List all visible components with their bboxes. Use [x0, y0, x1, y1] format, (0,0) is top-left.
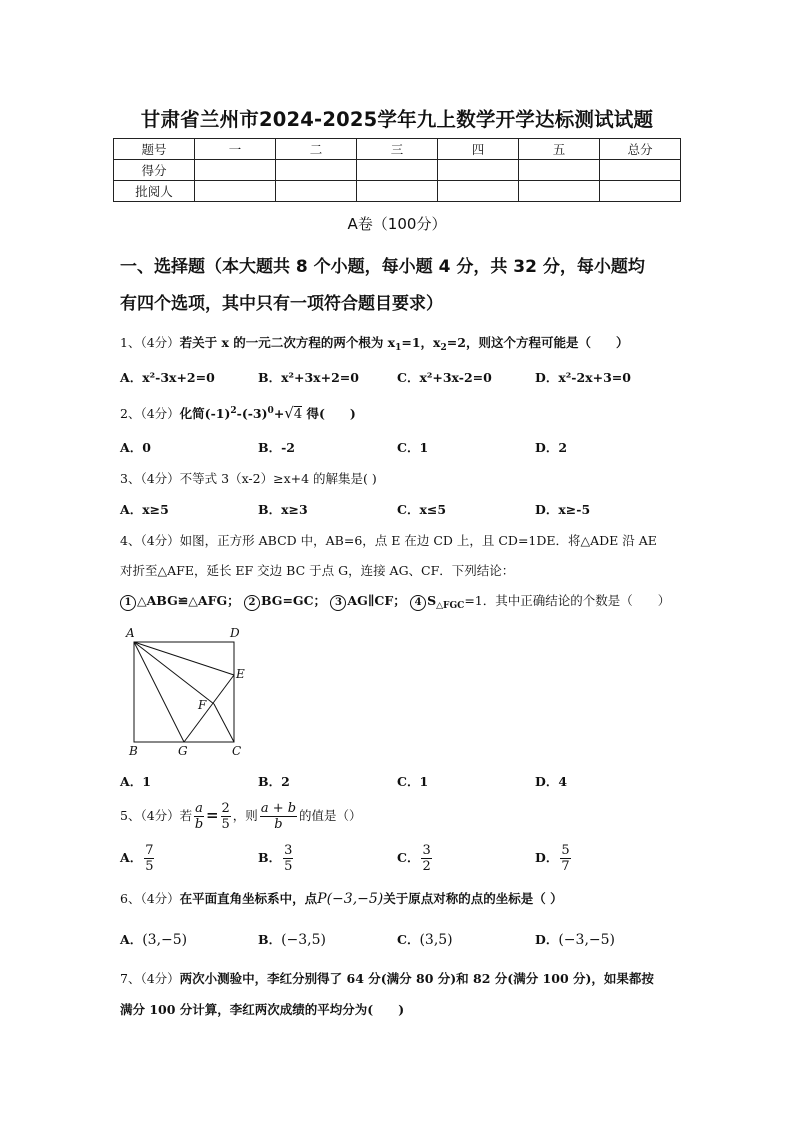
- question-7-line2: 满分 100 分计算，李红两次成绩的平均分为( ): [120, 1002, 405, 1017]
- option-fraction: [144, 843, 154, 874]
- question-5-options: [120, 840, 680, 876]
- question-4-line3: [120, 592, 680, 615]
- option-a: [120, 840, 156, 876]
- label-d: D: [230, 626, 240, 640]
- segment-fc: [214, 704, 234, 742]
- option-d: D．x²-2x+3=0: [535, 370, 631, 385]
- option-a: A．x²-3x+2=0: [120, 370, 215, 385]
- score-table: [113, 138, 681, 202]
- conclusion-4-tail: =1．其中正确结论的个数是（ ）: [464, 593, 671, 608]
- table-cell: [357, 160, 438, 181]
- table-cell: [438, 181, 519, 202]
- question-number: 2、（4分）: [120, 406, 180, 421]
- superscript: 0: [267, 406, 274, 416]
- option-c: [397, 930, 453, 948]
- option-label: D．: [535, 850, 559, 865]
- question-text: 如图，正方形 ABCD 中，AB=6，点 E 在边 CD 上，且 CD=1DE．将△ADE 沿 AE: [179, 533, 657, 548]
- equals: =: [205, 806, 219, 824]
- question-number: 7、（4分）: [120, 971, 180, 986]
- conclusion-1: △ABG≌△AFG；: [137, 593, 240, 608]
- table-cell: 二: [276, 139, 357, 160]
- question-7-line1: [120, 970, 680, 988]
- question-3: [120, 470, 680, 488]
- option-fraction: [283, 843, 293, 874]
- question-text: 关于原点对称的点的坐标是（ ）: [383, 891, 563, 906]
- option-value: (−3,5): [281, 932, 326, 948]
- option-d: [535, 840, 573, 876]
- table-cell: 得分: [114, 160, 195, 181]
- circled-4-icon: 4: [410, 595, 426, 611]
- square-figure: [122, 624, 252, 760]
- question-text: +: [273, 406, 285, 421]
- table-cell: 批阅人: [114, 181, 195, 202]
- option-d: D．x≥-5: [535, 502, 591, 517]
- segment-ag: [134, 642, 184, 742]
- option-label: A．: [120, 932, 143, 947]
- option-a: A．1: [120, 774, 151, 789]
- subscript: △FGC: [436, 601, 465, 611]
- question-6-options: [120, 930, 680, 952]
- option-b: B．x²+3x+2=0: [258, 370, 359, 385]
- circled-1-icon: 1: [120, 595, 136, 611]
- subscript: 1: [395, 343, 402, 353]
- sqrt-icon: √: [284, 404, 294, 422]
- option-b: B．2: [258, 774, 290, 789]
- section1-heading-line2: 有四个选项，其中只有一项符合题目要求）: [120, 294, 443, 314]
- option-c: C．x≤5: [397, 502, 447, 517]
- denominator: 5: [221, 817, 230, 832]
- option-value: (−3,−5): [558, 932, 615, 948]
- segment-eg: [184, 675, 234, 742]
- denominator: b: [274, 817, 283, 832]
- radicand: 4: [293, 407, 303, 422]
- table-cell: [600, 160, 681, 181]
- question-text: 化简(-1): [179, 406, 231, 421]
- numerator: 7: [145, 843, 154, 858]
- table-cell: 四: [438, 139, 519, 160]
- label-g: G: [178, 744, 188, 758]
- option-label: B．: [258, 932, 282, 947]
- numerator: 2: [221, 801, 230, 816]
- question-3-options: [120, 500, 680, 522]
- option-a: A．0: [120, 440, 151, 455]
- table-cell: [438, 160, 519, 181]
- option-a: [120, 930, 187, 948]
- fraction-a-over-b: [194, 801, 204, 832]
- segment-ae: [134, 642, 234, 675]
- denominator: 7: [561, 859, 570, 874]
- option-c: [397, 840, 434, 876]
- table-cell: 总分: [600, 139, 681, 160]
- point-p: P(−3,−5): [317, 891, 384, 907]
- option-c: C．1: [397, 774, 429, 789]
- question-5: [120, 800, 680, 832]
- question-1: [120, 334, 680, 357]
- segment-af: [134, 642, 214, 704]
- denominator: 5: [145, 859, 154, 874]
- question-text: -(-3): [236, 406, 268, 421]
- question-number: 4、（4分）: [120, 533, 180, 548]
- table-cell: 三: [357, 139, 438, 160]
- table-cell: [357, 181, 438, 202]
- question-4-line2: 对折至△AFE，延长 EF 交边 BC 于点 G，连接 AG、CF．下列结论：: [120, 563, 515, 578]
- question-number: 3、（4分）: [120, 471, 180, 486]
- question-number: 1、（4分）: [120, 335, 180, 350]
- question-text: 若关于 x 的一元二次方程的两个根为 x: [179, 335, 396, 350]
- denominator: 5: [284, 859, 293, 874]
- option-label: D．: [535, 932, 559, 947]
- option-b: B．-2: [258, 440, 295, 455]
- question-number: 5、（4分）: [120, 808, 180, 823]
- question-4-options: [120, 772, 680, 794]
- question-1-options: [120, 368, 680, 390]
- table-cell: [276, 160, 357, 181]
- label-f: F: [198, 698, 207, 712]
- question-6: [120, 890, 680, 908]
- question-text: 两次小测验中，李红分别得了 64 分(满分 80 分)和 82 分(满分 100 分)，如果都按: [179, 971, 654, 986]
- table-cell: [195, 160, 276, 181]
- numerator: 3: [422, 843, 431, 858]
- label-a: A: [126, 626, 135, 640]
- exam-title: 甘肃省兰州市2024-2025学年九上数学开学达标测试试题: [140, 108, 654, 131]
- table-cell: 一: [195, 139, 276, 160]
- option-value: (3,−5): [142, 932, 188, 948]
- table-row: [114, 160, 681, 181]
- superscript: 2: [230, 406, 237, 416]
- circled-2-icon: 2: [244, 595, 260, 611]
- subscript: 2: [440, 343, 447, 353]
- fraction-2-over-5: [221, 801, 231, 832]
- option-label: C．: [397, 932, 420, 947]
- label-e: E: [236, 667, 245, 681]
- denominator: 2: [422, 859, 431, 874]
- section-a-heading: A卷（100分）: [347, 215, 447, 233]
- question-2-options: [120, 438, 680, 460]
- option-c: C．x²+3x-2=0: [397, 370, 492, 385]
- option-label: B．: [258, 850, 282, 865]
- option-label: C．: [397, 850, 420, 865]
- question-text: 不等式 3（x-2）≥x+4 的解集是( ): [179, 471, 377, 486]
- question-text: =2，则这个方程可能是（ ）: [446, 335, 629, 350]
- table-cell: [195, 181, 276, 202]
- numerator: a + b: [260, 801, 297, 816]
- option-fraction: [421, 843, 431, 874]
- option-d: [535, 930, 615, 948]
- circled-3-icon: 3: [330, 595, 346, 611]
- option-b: [258, 930, 326, 948]
- numerator: a: [195, 801, 203, 816]
- label-b: B: [129, 744, 138, 758]
- option-b: [258, 840, 295, 876]
- question-2: [120, 402, 680, 424]
- numerator: 5: [561, 843, 570, 858]
- label-c: C: [232, 744, 242, 758]
- option-c: C．1: [397, 440, 429, 455]
- option-d: D．4: [535, 774, 568, 789]
- table-cell: [600, 181, 681, 202]
- question-text: ，则: [232, 808, 258, 823]
- conclusion-3: AG∥CF；: [347, 593, 406, 608]
- table-cell: [276, 181, 357, 202]
- table-row: [114, 139, 681, 160]
- option-label: A．: [120, 850, 143, 865]
- option-value: (3,5): [419, 932, 453, 948]
- option-a: A．x≥5: [120, 502, 169, 517]
- section1-heading-line1: 一、选择题（本大题共 8 个小题，每小题 4 分，共 32 分，每小题均: [120, 257, 645, 277]
- option-b: B．x≥3: [258, 502, 308, 517]
- conclusion-2: BG=GC；: [260, 593, 327, 608]
- table-cell: 题号: [114, 139, 195, 160]
- table-row: [114, 181, 681, 202]
- question-number: 6、（4分）: [120, 891, 180, 906]
- table-cell: [519, 160, 600, 181]
- fraction-a-plus-b-over-b: [260, 801, 297, 832]
- option-fraction: [560, 843, 570, 874]
- question-text: =1，x: [401, 335, 441, 350]
- table-cell: 五: [519, 139, 600, 160]
- denominator: b: [194, 817, 204, 832]
- numerator: 3: [284, 843, 293, 858]
- square-abcd: [134, 642, 234, 742]
- option-d: D．2: [535, 440, 568, 455]
- table-cell: [519, 181, 600, 202]
- question-text: 得( ): [302, 406, 356, 421]
- question-text: 在平面直角坐标系中，点: [179, 891, 318, 906]
- conclusion-4: S: [427, 593, 437, 608]
- question-4-line1: [120, 532, 680, 550]
- question-text: 若: [179, 808, 193, 823]
- question-text: 的值是（）: [299, 808, 362, 823]
